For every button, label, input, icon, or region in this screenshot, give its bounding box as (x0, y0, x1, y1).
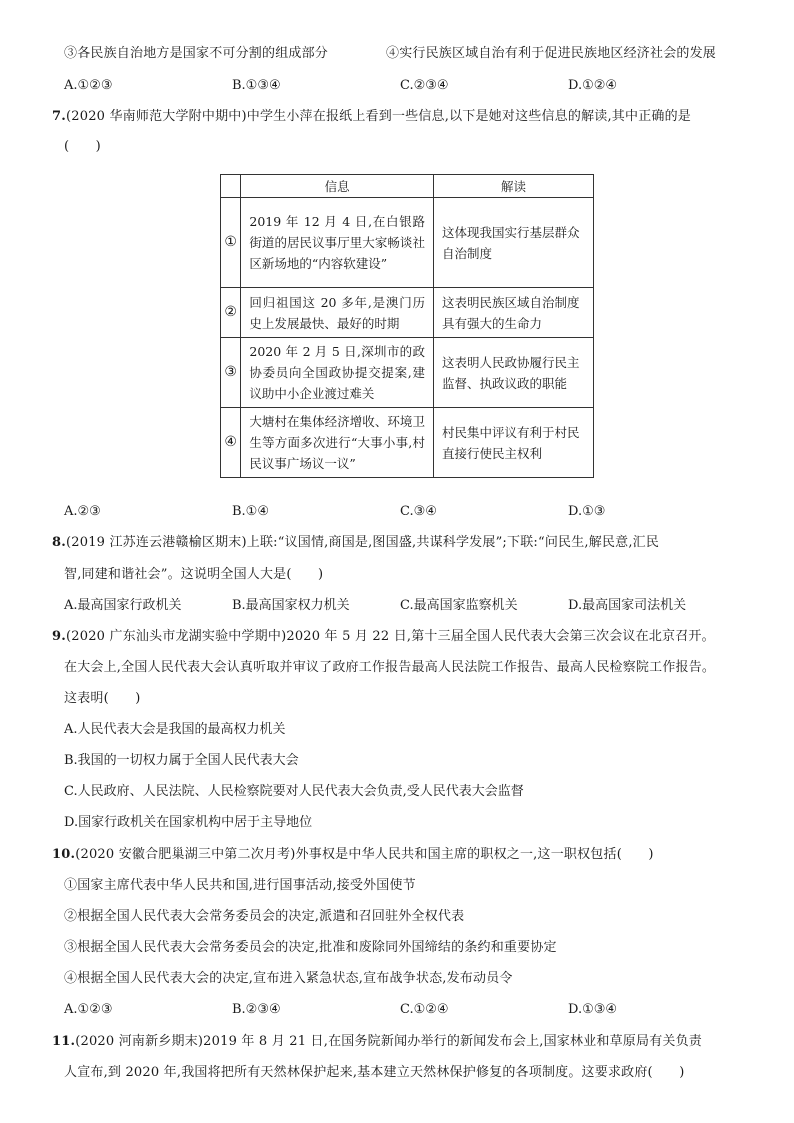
option-c: C.③④ (400, 504, 437, 519)
question-text-cont: 人宣布,到 2020 年,我国将把所有天然林保护起来,基本建立天然林保护修复的各项制度。这要求政府( ) (64, 1065, 685, 1080)
statement-4: ④实行民族区域自治有利于促进民族地区经济社会的发展 (386, 46, 717, 61)
statement-1: ①国家主席代表中华人民共和国,进行国事活动,接受外国使节 (64, 878, 416, 893)
question-text-cont: 智,同建和谐社会”。这说明全国人大是( ) (64, 567, 324, 582)
option-c: C.①②④ (400, 1002, 449, 1017)
option-c: C.最高国家监察机关 (400, 598, 518, 613)
table-header-info: 信息 (241, 175, 434, 198)
question-text-cont: 在大会上,全国人民代表大会认真听取并审议了政府工作报告最高人民法院工作报告、最高人民检察院工作报告。 (64, 660, 716, 675)
question-11 (52, 1033, 702, 1051)
table-header-row (221, 175, 594, 198)
question-number: 10. (52, 847, 76, 862)
option-a: A.人民代表大会是我国的最高权力机关 (64, 722, 286, 737)
table-row (221, 288, 594, 338)
option-b: B.①④ (232, 504, 269, 519)
option-b: B.最高国家权力机关 (232, 598, 350, 613)
question-9 (52, 628, 715, 646)
option-c: C.人民政府、人民法院、人民检察院要对人民代表大会负责,受人民代表大会监督 (64, 784, 524, 799)
question-8 (52, 534, 659, 552)
option-a: A.最高国家行政机关 (64, 598, 182, 613)
table-row (221, 198, 594, 288)
table-corner (221, 175, 241, 198)
statement-4: ④根据全国人民代表大会的决定,宣布进入紧急状态,宣布战争状态,发布动员令 (64, 971, 513, 986)
option-c: C.②③④ (400, 78, 449, 93)
question-text: (2020 安徽合肥巢湖三中第二次月考)外事权是中华人民共和国主席的职权之一,这一职权包括( ) (75, 847, 654, 862)
option-d: D.①③④ (568, 1002, 618, 1017)
table-header-interp: 解读 (433, 175, 593, 198)
question-10 (52, 846, 654, 864)
question-number: 7. (52, 109, 66, 124)
row-number: ③ (221, 338, 241, 408)
row-interpretation: 村民集中评议有利于村民直接行使民主权利 (433, 408, 593, 478)
question-text: (2020 华南师范大学附中期中)中学生小萍在报纸上看到一些信息,以下是她对这些信息的解读,其中正确的是 (65, 109, 692, 124)
option-d: D.最高国家司法机关 (568, 598, 687, 613)
row-interpretation: 这表明民族区域自治制度具有强大的生命力 (433, 288, 593, 338)
answer-blank: ( ) (64, 139, 101, 154)
option-b: B.我国的一切权力属于全国人民代表大会 (64, 753, 299, 768)
info-table (220, 174, 594, 478)
row-number: ① (221, 198, 241, 288)
table-row (221, 338, 594, 408)
option-b: B.①③④ (232, 78, 281, 93)
question-number: 9. (52, 629, 66, 644)
option-a: A.②③ (64, 504, 101, 519)
option-d: D.①②④ (568, 78, 618, 93)
statement-3: ③各民族自治地方是国家不可分割的组成部分 (64, 46, 329, 61)
row-info: 大塘村在集体经济增收、环境卫生等方面多次进行“大事小事,村民议事广场议一议” (241, 408, 434, 478)
option-a: A.①②③ (64, 78, 113, 93)
question-text: (2020 广东汕头市龙湖实验中学期中)2020 年 5 月 22 日,第十三届全国人民代表大会第三次会议在北京召开。 (65, 629, 715, 644)
statement-2: ②根据全国人民代表大会常务委员会的决定,派遣和召回驻外全权代表 (64, 909, 465, 924)
question-text: (2019 江苏连云港赣榆区期末)上联:“议国情,商国是,图国盛,共谋科学发展”;下联:“问民生,解民意,汇民 (65, 535, 660, 550)
row-info: 2019 年 12 月 4 日,在白银路街道的居民议事厅里大家畅谈社区新场地的“内容软建设” (241, 198, 434, 288)
row-info: 回归祖国这 20 多年,是澳门历史上发展最快、最好的时期 (241, 288, 434, 338)
row-interpretation: 这体现我国实行基层群众自治制度 (433, 198, 593, 288)
row-info: 2020 年 2 月 5 日,深圳市的政协委员向全国政协提交提案,建议助中小企业渡过难关 (241, 338, 434, 408)
question-7 (52, 108, 691, 126)
option-d: D.①③ (568, 504, 606, 519)
option-d: D.国家行政机关在国家机构中居于主导地位 (64, 815, 313, 830)
question-text-cont: 这表明( ) (64, 691, 141, 706)
row-number: ② (221, 288, 241, 338)
row-interpretation: 这表明人民政协履行民主监督、执政议政的职能 (433, 338, 593, 408)
question-number: 11. (52, 1034, 76, 1049)
table-row (221, 408, 594, 478)
question-number: 8. (52, 535, 66, 550)
question-text: (2020 河南新乡期末)2019 年 8 月 21 日,在国务院新闻办举行的新闻发布会上,国家林业和草原局有关负责 (75, 1034, 703, 1049)
statement-3: ③根据全国人民代表大会常务委员会的决定,批准和废除同外国缔结的条约和重要协定 (64, 940, 557, 955)
row-number: ④ (221, 408, 241, 478)
option-b: B.②③④ (232, 1002, 281, 1017)
option-a: A.①②③ (64, 1002, 113, 1017)
